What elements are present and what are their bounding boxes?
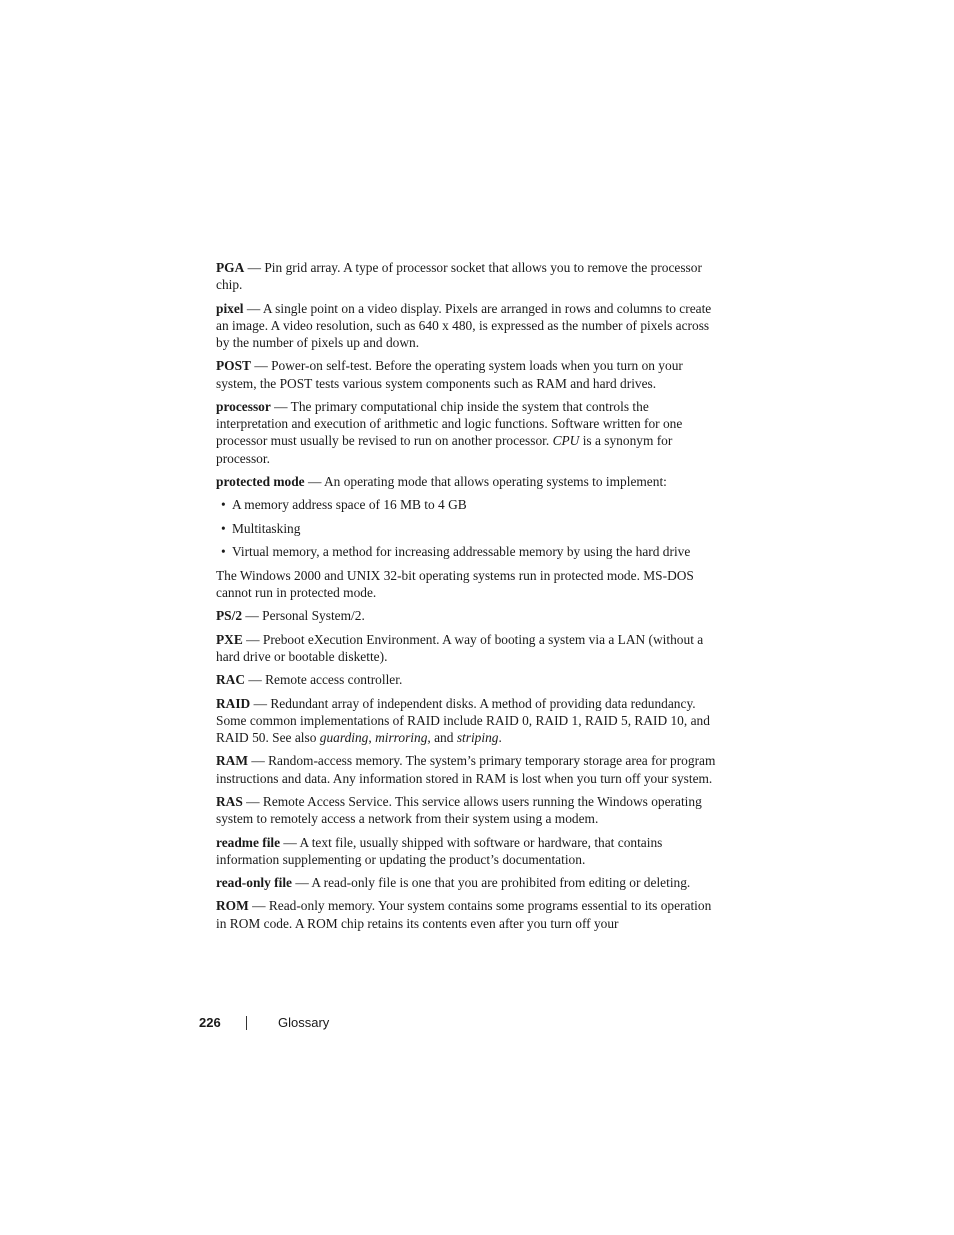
term: POST	[216, 358, 251, 374]
term: RAC	[216, 672, 246, 688]
term: pixel	[216, 300, 244, 316]
protected-mode-bullets	[216, 496, 716, 560]
entry-pxe: PXE — Preboot eXecution Environment. A way of booting a system via a LAN (without a hard drive or bootable diskette).	[216, 631, 704, 664]
bullet-item: • Virtual memory, a method for increasing addressable memory by using the hard drive	[221, 544, 691, 560]
definition: A single point on a video display. Pixels are arranged in rows and columns to create an image. A video resolution, such as 640 x 480, is expressed as the number of pixels across by the number of pixels up and down.	[216, 300, 712, 350]
page-number: 226	[199, 1015, 221, 1030]
entry-ram: RAM — Random-access memory. The system’s primary temporary storage area for program instructions and data. Any information stored in RAM is lost when you turn off your system.	[216, 753, 716, 786]
term: readme file	[216, 834, 281, 850]
definition: An operating mode that allows operating systems to implement:	[324, 473, 667, 489]
entry-rom: ROM — Read-only memory. Your system contains some programs essential to its operation in ROM code. A ROM chip retains its contents even after you turn off your	[216, 898, 712, 931]
term: RAM	[216, 753, 248, 769]
definition: Remote Access Service. This service allows users running the Windows operating system to remotely access a network from their system using a modem.	[216, 793, 702, 827]
definition: Random-access memory. The system’s primary temporary storage area for program instructions and data. Any information stored in RAM is lost when you turn off your system.	[216, 753, 716, 786]
cpu-term: CPU	[552, 433, 580, 449]
footer-divider	[246, 1016, 247, 1030]
bullet-icon: •	[221, 497, 226, 513]
see-also-guarding: guarding	[319, 729, 369, 745]
definition: Personal System/2.	[262, 608, 365, 624]
term: read-only file	[216, 875, 292, 891]
entry-ps2: PS/2 — Personal System/2.	[216, 608, 365, 624]
definition: Pin grid array. A type of processor socket that allows you to remove the processor chip.	[216, 260, 702, 293]
entry-pga: PGA — Pin grid array. A type of processor socket that allows you to remove the processor chip.	[216, 260, 702, 293]
term: processor	[216, 398, 271, 414]
definition: Redundant array of independent disks. A method of providing data redundancy. Some common implementations of RAID include RAID 0, RAID 1, RAID 5, RAID 10, and RAID 50. See also	[216, 695, 710, 745]
entry-rac: RAC — Remote access controller.	[216, 672, 403, 688]
entry-readme-file: readme file — A text file, usually shipped with software or hardware, that contains information supplementing or updating the product’s documentation.	[216, 834, 663, 867]
entry-protected-mode: protected mode — An operating mode that allows operating systems to implement:	[216, 473, 667, 489]
definition: Read-only memory. Your system contains some programs essential to its operation in ROM code. A ROM chip retains its contents even after you turn off your	[216, 898, 712, 931]
entry-ras: RAS — Remote Access Service. This service allows users running the Windows operating system to remotely access a network from their system using a modem.	[216, 793, 702, 827]
term: ROM	[216, 898, 249, 914]
entry-post: POST — Power-on self-test. Before the operating system loads when you turn on your system, the POST tests various system components such as RAM and hard drives.	[216, 358, 683, 391]
see-also-striping: striping	[456, 729, 499, 745]
definition: A text file, usually shipped with software or hardware, that contains information supplementing or updating the product’s documentation.	[216, 834, 663, 867]
term: PGA	[216, 260, 245, 275]
see-also-mirroring: mirroring	[375, 729, 428, 745]
term: protected mode	[216, 473, 305, 489]
term: RAID	[216, 695, 251, 711]
entry-processor: processor — The primary computational chip inside the system that controls the interpretation and execution of arithmetic and logic functions. Software written for one processor must usually be revised to run on another processor. CPU is a synonym for processor.	[216, 398, 683, 466]
glossary-content	[216, 259, 716, 938]
protected-mode-note: The Windows 2000 and UNIX 32-bit operating systems run in protected mode. MS-DOS cannot run in protected mode.	[216, 567, 694, 600]
bullet-item: • Multitasking	[221, 520, 301, 536]
entry-raid: RAID — Redundant array of independent disks. A method of providing data redundancy. Some common implementations of RAID include RAID 0, RAID 1, RAID 5, RAID 10, and RAID 50. See also guarding, mirroring, and striping.	[216, 695, 710, 745]
entry-read-only-file: read-only file — A read-only file is one that you are prohibited from editing or deleting.	[216, 875, 691, 891]
definition: Remote access controller.	[265, 672, 403, 688]
bullet-icon: •	[221, 544, 226, 560]
section-title: Glossary	[278, 1015, 330, 1030]
bullet-item: • A memory address space of 16 MB to 4 GB	[221, 497, 467, 513]
definition: Preboot eXecution Environment. A way of booting a system via a LAN (without a hard drive or bootable diskette).	[216, 631, 704, 664]
definition: A read-only file is one that you are prohibited from editing or deleting.	[311, 875, 691, 891]
entry-pixel: pixel — A single point on a video display. Pixels are arranged in rows and columns to create an image. A video resolution, such as 640 x 480, is expressed as the number of pixels across by the number of pixels up and down.	[216, 300, 712, 350]
bullet-icon: •	[221, 520, 226, 536]
definition: Power-on self-test. Before the operating system loads when you turn on your system, the POST tests various system components such as RAM and hard drives.	[216, 358, 683, 391]
term: PXE	[216, 631, 243, 647]
definition: The primary computational chip inside the system that controls the interpretation and execution of arithmetic and logic functions. Software written for one processor must usually be revised to run on another processor.	[216, 398, 683, 449]
term: RAS	[216, 793, 243, 809]
term: PS/2	[216, 608, 243, 624]
